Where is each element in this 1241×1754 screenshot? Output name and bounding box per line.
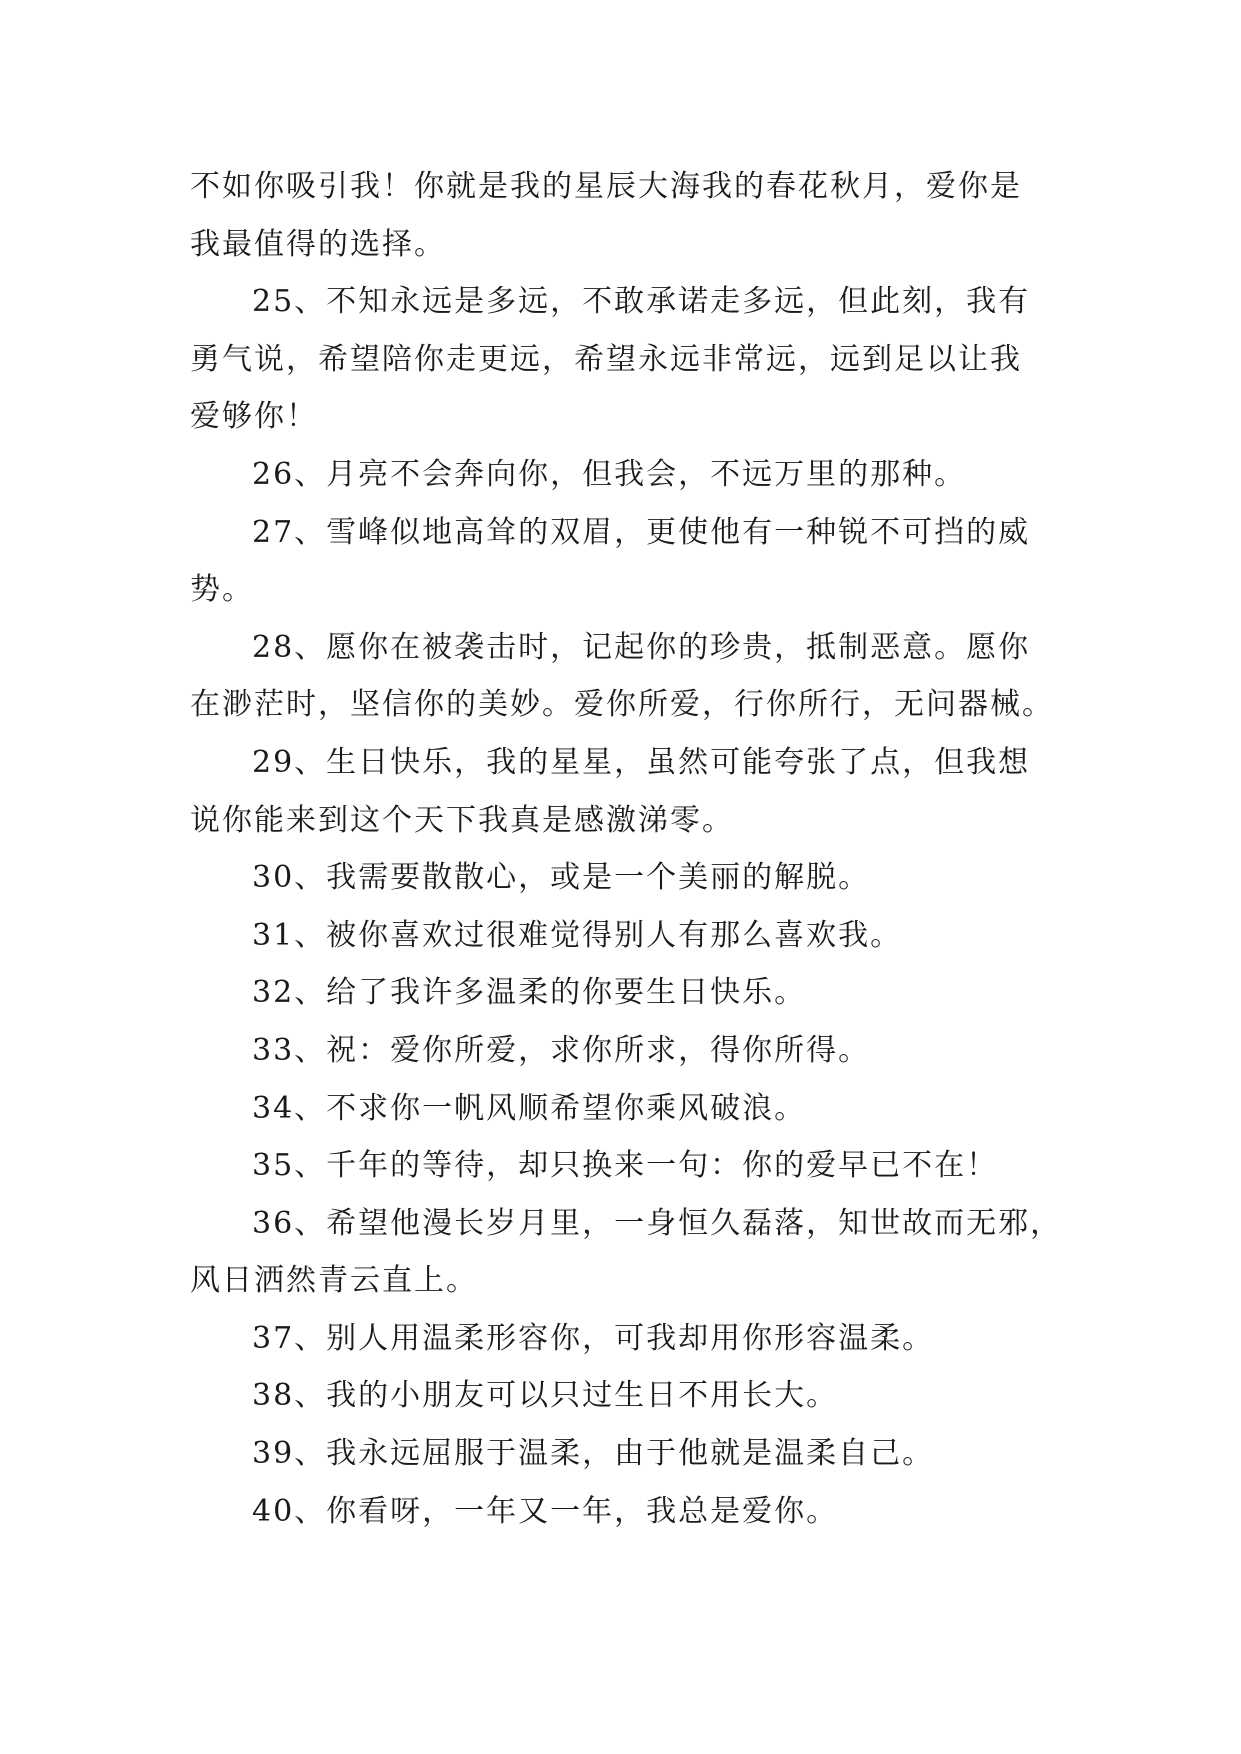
paragraph xyxy=(190,1137,1052,1195)
paragraph xyxy=(190,1483,1052,1541)
text-line: 34、不求你一帆风顺希望你乘风破浪。 xyxy=(252,1090,807,1126)
text-line: 31、被你喜欢过很难觉得别人有那么喜欢我。 xyxy=(252,917,903,953)
text-line: 37、别人用温柔形容你，可我却用你形容温柔。 xyxy=(252,1320,935,1356)
text-line: 35、千年的等待，却只换来一句：你的爱早已不在！ xyxy=(252,1148,999,1184)
text-line: 30、我需要散散心，或是一个美丽的解脱。 xyxy=(252,860,871,896)
paragraph xyxy=(190,849,1052,907)
text-line: 28、愿你在被袭击时，记起你的珍贵，抵制恶意。愿你 xyxy=(252,629,1031,665)
text-line: 36、希望他漫长岁月里，一身恒久磊落，知世故而无邪， xyxy=(252,1205,1063,1241)
paragraph xyxy=(190,1425,1052,1483)
text-line: 勇气说，希望陪你走更远，希望永远非常远，远到足以让我 xyxy=(190,341,1022,377)
text-line: 在渺茫时，坚信你的美妙。爱你所爱，行你所行，无问器械。 xyxy=(190,687,1054,723)
text-line: 势。 xyxy=(190,572,254,608)
text-line: 风日洒然青云直上。 xyxy=(190,1263,478,1299)
text-line: 我最值得的选择。 xyxy=(190,226,446,262)
paragraph xyxy=(190,964,1052,1022)
text-line: 33、祝：爱你所爱，求你所求，得你所得。 xyxy=(252,1032,871,1068)
paragraph xyxy=(190,1310,1052,1368)
paragraph xyxy=(190,1367,1052,1425)
text-line: 39、我永远屈服于温柔，由于他就是温柔自己。 xyxy=(252,1436,935,1472)
text-line: 不如你吸引我！你就是我的星辰大海我的春花秋月，爱你是 xyxy=(190,169,1022,204)
text-line: 说你能来到这个天下我真是感激涕零。 xyxy=(190,802,734,838)
paragraph xyxy=(190,619,1052,734)
text-line: 25、不知永远是多远，不敢承诺走多远，但此刻，我有 xyxy=(252,284,1031,320)
paragraph xyxy=(190,734,1052,849)
document-body xyxy=(190,158,1063,1540)
paragraph xyxy=(190,273,1052,446)
paragraph xyxy=(190,907,1052,965)
text-line: 爱够你！ xyxy=(190,399,318,435)
text-line: 26、月亮不会奔向你，但我会，不远万里的那种。 xyxy=(252,456,967,492)
paragraph xyxy=(190,1195,1063,1310)
text-line: 40、你看呀，一年又一年，我总是爱你。 xyxy=(252,1493,839,1529)
paragraph xyxy=(190,504,1052,619)
text-line: 32、给了我许多温柔的你要生日快乐。 xyxy=(252,975,807,1011)
text-line: 38、我的小朋友可以只过生日不用长大。 xyxy=(252,1378,839,1414)
text-line: 29、生日快乐，我的星星，虽然可能夸张了点，但我想 xyxy=(252,744,1031,780)
paragraph xyxy=(190,446,1052,504)
text-line: 27、雪峰似地高耸的双眉，更使他有一种锐不可挡的威 xyxy=(252,514,1031,550)
paragraph xyxy=(190,1080,1052,1138)
paragraph xyxy=(190,158,1052,273)
paragraph xyxy=(190,1022,1052,1080)
